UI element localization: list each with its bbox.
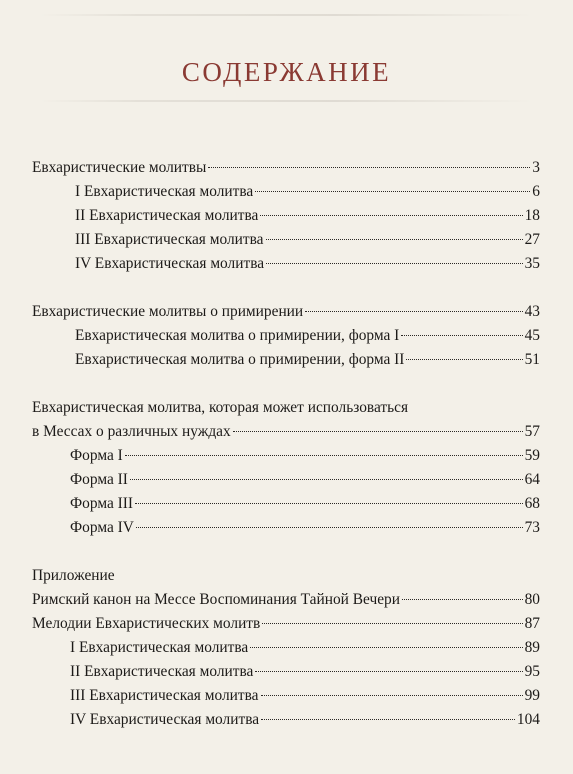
dot-leader bbox=[261, 695, 523, 696]
toc-entry-label: I Евхаристическая молитва bbox=[70, 639, 249, 656]
dot-leader bbox=[401, 335, 522, 336]
toc-entry[interactable] bbox=[32, 516, 540, 540]
toc-entry[interactable] bbox=[32, 324, 540, 348]
bleed-through-line bbox=[40, 14, 533, 16]
toc-page-number: 80 bbox=[524, 591, 540, 608]
toc-entry-label: Мелодии Евхаристических молитв bbox=[32, 615, 261, 632]
toc-entry[interactable] bbox=[32, 492, 540, 516]
toc-entry[interactable] bbox=[32, 444, 540, 468]
toc-page-number: 87 bbox=[524, 615, 540, 632]
toc-entry-label: III Евхаристическая молитва bbox=[75, 231, 264, 248]
toc-entry[interactable] bbox=[32, 348, 540, 372]
toc-entry[interactable] bbox=[32, 660, 540, 684]
toc-page-number: 6 bbox=[532, 183, 540, 200]
dot-leader bbox=[260, 215, 522, 216]
toc-entry-label: Евхаристическая молитва о примирении, форма II bbox=[75, 351, 405, 368]
bleed-through-line bbox=[40, 100, 533, 102]
toc-entry-label: Форма II bbox=[70, 471, 128, 488]
toc-entry-label: II Евхаристическая молитва bbox=[70, 663, 254, 680]
toc-entry[interactable] bbox=[32, 180, 540, 204]
dot-leader bbox=[233, 431, 523, 432]
toc-page-number: 57 bbox=[524, 423, 540, 440]
table-of-contents bbox=[32, 156, 540, 732]
toc-entry[interactable] bbox=[32, 612, 540, 636]
section-spacer bbox=[32, 276, 540, 300]
page-title: СОДЕРЖАНИЕ bbox=[181, 57, 392, 87]
toc-entry-label: II Евхаристическая молитва bbox=[75, 207, 259, 224]
dot-leader bbox=[250, 647, 522, 648]
dot-leader bbox=[261, 719, 515, 720]
toc-entry[interactable] bbox=[32, 228, 540, 252]
dot-leader bbox=[255, 671, 522, 672]
toc-page-number: 45 bbox=[524, 327, 540, 344]
toc-entry-label: IV Евхаристическая молитва bbox=[75, 255, 265, 272]
section-spacer bbox=[32, 372, 540, 396]
toc-heading-line: Приложение bbox=[32, 567, 115, 584]
toc-entry-label: III Евхаристическая молитва bbox=[70, 687, 259, 704]
toc-entry-label: Форма IV bbox=[70, 519, 134, 536]
section-spacer bbox=[32, 540, 540, 564]
toc-entry[interactable] bbox=[32, 468, 540, 492]
toc-heading-line: Евхаристическая молитва, которая может использоваться bbox=[32, 399, 409, 416]
dot-leader bbox=[266, 239, 523, 240]
dot-leader bbox=[266, 263, 523, 264]
toc-entry[interactable] bbox=[32, 420, 540, 444]
toc-entry-label: Форма I bbox=[70, 447, 123, 464]
toc-page-number: 35 bbox=[524, 255, 540, 272]
toc-entry-label: I Евхаристическая молитва bbox=[75, 183, 254, 200]
toc-page-number: 89 bbox=[524, 639, 540, 656]
toc-entry-label: Евхаристические молитвы bbox=[32, 159, 207, 176]
toc-entry[interactable] bbox=[32, 708, 540, 732]
toc-page-number: 73 bbox=[524, 519, 540, 536]
toc-page-number: 18 bbox=[524, 207, 540, 224]
dot-leader bbox=[208, 167, 530, 168]
toc-page-number: 64 bbox=[524, 471, 540, 488]
toc-page-number: 95 bbox=[524, 663, 540, 680]
toc-entry[interactable] bbox=[32, 204, 540, 228]
toc-page-number: 99 bbox=[524, 687, 540, 704]
dot-leader bbox=[305, 311, 522, 312]
toc-entry[interactable] bbox=[32, 300, 540, 324]
toc-page-number: 27 bbox=[524, 231, 540, 248]
toc-page-number: 3 bbox=[532, 159, 540, 176]
dot-leader bbox=[135, 503, 523, 504]
dot-leader bbox=[402, 599, 523, 600]
toc-entry[interactable] bbox=[32, 684, 540, 708]
toc-entry[interactable] bbox=[32, 636, 540, 660]
toc-entry-label: в Мессах о различных нуждах bbox=[32, 423, 231, 440]
dot-leader bbox=[262, 623, 522, 624]
dot-leader bbox=[136, 527, 523, 528]
dot-leader bbox=[130, 479, 523, 480]
toc-entry-label: IV Евхаристическая молитва bbox=[70, 711, 260, 728]
toc-entry-label: Римский канон на Мессе Воспоминания Тайной Вечери bbox=[32, 591, 400, 608]
dot-leader bbox=[406, 359, 522, 360]
toc-entry-label: Евхаристическая молитва о примирении, форма I bbox=[75, 327, 400, 344]
toc-page-number: 104 bbox=[516, 711, 540, 728]
toc-page-number: 43 bbox=[524, 303, 540, 320]
toc-entry-label: Форма III bbox=[70, 495, 134, 512]
toc-page-number: 51 bbox=[524, 351, 540, 368]
toc-page-number: 59 bbox=[524, 447, 540, 464]
toc-entry[interactable] bbox=[32, 156, 540, 180]
toc-entry-label: Евхаристические молитвы о примирении bbox=[32, 303, 304, 320]
toc-entry[interactable] bbox=[32, 252, 540, 276]
dot-leader bbox=[125, 455, 523, 456]
toc-page-number: 68 bbox=[524, 495, 540, 512]
dot-leader bbox=[255, 191, 530, 192]
toc-entry[interactable] bbox=[32, 588, 540, 612]
